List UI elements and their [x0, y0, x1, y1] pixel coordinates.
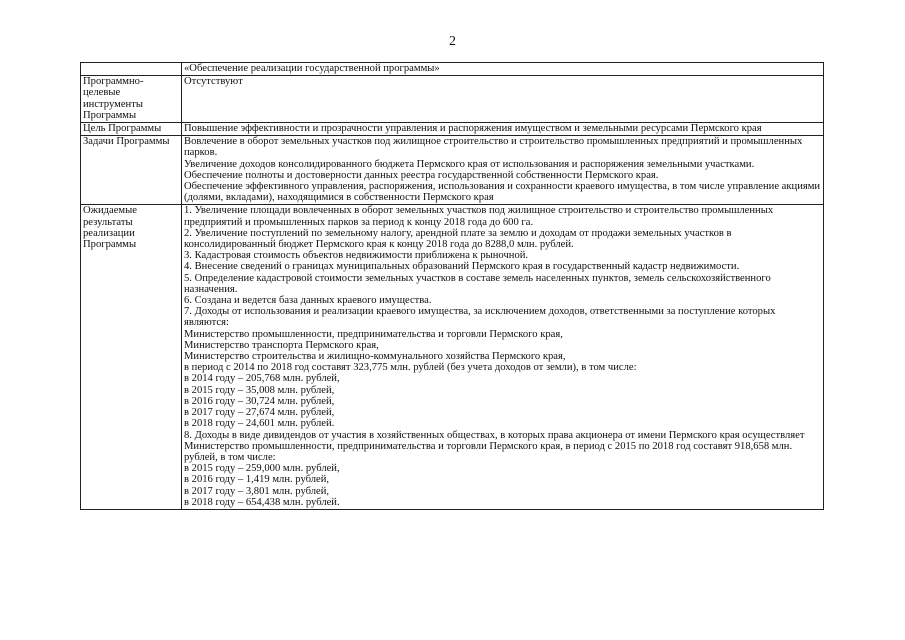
- row-label: Задачи Программы: [81, 136, 182, 205]
- row-content: [182, 205, 824, 509]
- content-line: в 2015 году – 35,008 млн. рублей,: [184, 384, 335, 396]
- content-line: в 2017 году – 3,801 млн. рублей,: [184, 485, 330, 497]
- program-passport-table: [80, 62, 824, 510]
- content-line: Увеличение доходов консолидированного бюджета Пермского края от использования и распоряжения земельными участками.: [184, 158, 755, 170]
- content-line: в 2014 году – 205,768 млн. рублей,: [184, 373, 340, 385]
- table-row: [81, 63, 824, 76]
- content-line: 8. Доходы в виде дивидендов от участия в хозяйственных обществах, в которых права акционера от имени Пермского края осуществляет Министерство промышленности, предпринимательства и торговли Пермского края, в период с 2015 по 2018 год составят 918,658 млн. рублей, в том числе:: [184, 429, 805, 463]
- content-line: 2. Увеличение поступлений по земельному налогу, арендной плате за землю и доходам от продажи земельных участков в консолидированный бюджет Пермского края к концу 2018 года до 8288,0 млн. рублей.: [184, 227, 732, 251]
- content-line: в 2016 году – 1,419 млн. рублей,: [184, 474, 330, 486]
- content-line: Повышение эффективности и прозрачности управления и распоряжения имуществом и земельными ресурсами Пермского края: [184, 123, 762, 135]
- program-passport-body: [81, 63, 824, 510]
- content-line: в 2018 году – 654,438 млн. рублей.: [184, 496, 340, 508]
- content-line: 6. Создана и ведется база данных краевого имущества.: [184, 295, 432, 307]
- row-label: Программно-целевые инструменты Программы: [81, 76, 182, 123]
- content-line: в 2015 году – 259,000 млн. рублей,: [184, 463, 340, 475]
- row-content: [182, 76, 824, 123]
- row-label: Цель Программы: [81, 123, 182, 136]
- content-line: Обеспечение эффективного управления, распоряжения, использования и сохранности краевого имущества, в том числе управление акциями (долями, вкладами), находящимися в собственности Пермского края: [184, 181, 821, 204]
- page-number: 2: [449, 34, 456, 49]
- content-line: в 2017 году – 27,674 млн. рублей,: [184, 407, 335, 419]
- content-line: Отсутствуют: [184, 76, 243, 88]
- table-row: [81, 205, 824, 509]
- content-line: Министерство промышленности, предпринимательства и торговли Пермского края,: [184, 328, 563, 340]
- content-line: 1. Увеличение площади вовлеченных в оборот земельных участков под жилищное строительство и строительство промышленных предприятий и промышленных парков за период к концу 2018 года до 600 га.: [184, 205, 774, 228]
- row-content: [182, 136, 824, 205]
- table-row: [81, 136, 824, 205]
- content-line: Обеспечение полноты и достоверности данных реестра государственной собственности Пермского края.: [184, 169, 659, 181]
- content-line: в 2018 году – 24,601 млн. рублей.: [184, 418, 335, 430]
- row-content: [182, 123, 824, 136]
- content-line: в период с 2014 по 2018 год составят 323,775 млн. рублей (без учета доходов от земли), в том числе:: [184, 362, 637, 374]
- row-label: Ожидаемые результаты реализации Программы: [81, 205, 182, 509]
- content-line: Вовлечение в оборот земельных участков под жилищное строительство и строительство промышленных предприятий и промышленных парков.: [184, 136, 803, 159]
- row-content: [182, 63, 824, 76]
- content-line: Министерство строительства и жилищно-коммунального хозяйства Пермского края,: [184, 351, 566, 363]
- table-row: [81, 123, 824, 136]
- content-line: «Обеспечение реализации государственной программы»: [184, 63, 440, 74]
- table-row: [81, 76, 824, 123]
- row-label: [81, 63, 182, 76]
- content-line: в 2016 году – 30,724 млн. рублей,: [184, 395, 335, 407]
- content-line: 3. Кадастровая стоимость объектов недвижимости приближена к рыночной.: [184, 250, 529, 262]
- content-line: Министерство транспорта Пермского края,: [184, 339, 379, 351]
- content-line: 4. Внесение сведений о границах муниципальных образований Пермского края в государственный кадастр недвижимости.: [184, 261, 740, 273]
- content-line: 5. Определение кадастровой стоимости земельных участков в составе земель населенных пунктов, земель сельскохозяйственного назначения.: [184, 272, 771, 295]
- content-line: 7. Доходы от использования и реализации краевого имущества, за исключением доходов, ответственными за поступление которых являются:: [184, 306, 776, 329]
